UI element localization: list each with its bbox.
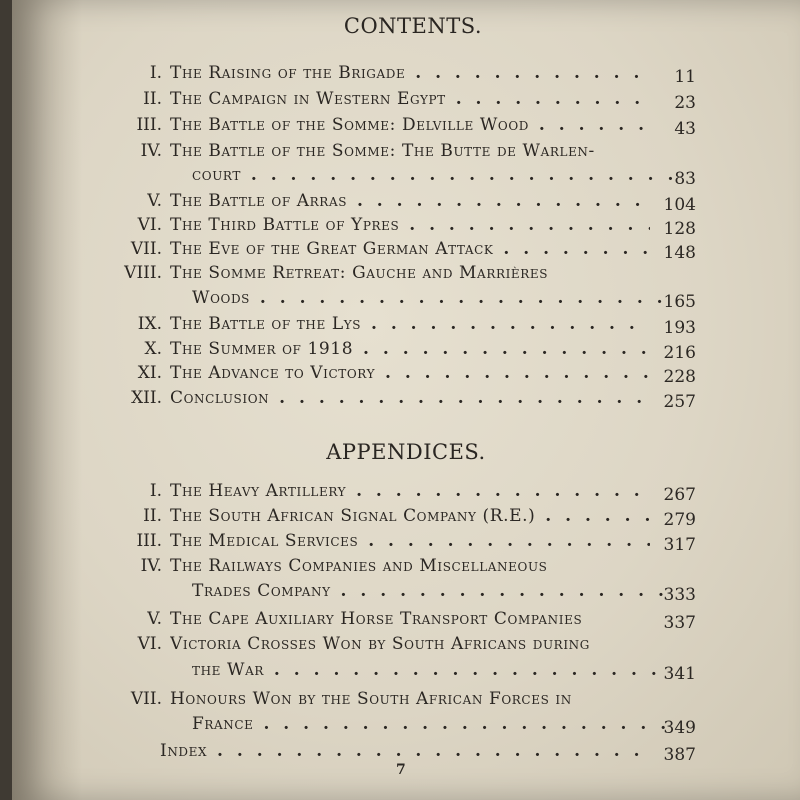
toc-page: 317: [663, 535, 696, 555]
toc-title-continued: court . .: [192, 164, 672, 186]
toc-entry: [12, 608, 800, 634]
toc-number: III.: [136, 115, 162, 135]
toc-page: 349: [663, 718, 696, 738]
toc-page: 83: [674, 169, 696, 189]
toc-entry: [12, 88, 800, 114]
toc-page: 279: [663, 510, 696, 530]
toc-title: Index . .: [160, 740, 640, 762]
toc-title: The Cape Auxiliary Horse Transport Companies: [170, 609, 583, 629]
toc-title-continued: Trades Company . .: [192, 580, 672, 602]
toc-number: II.: [143, 506, 162, 526]
toc-page: 333: [663, 585, 696, 605]
toc-title: The Third Battle of Ypres . .: [170, 214, 650, 236]
toc-page: 257: [663, 392, 696, 412]
contents-heading: CONTENTS.: [343, 14, 483, 38]
toc-page: 128: [663, 219, 696, 239]
toc-title: The Railways Companies and Miscellaneous: [170, 556, 548, 576]
toc-page: 43: [674, 119, 696, 139]
toc-title-continued: the War . .: [192, 659, 672, 681]
toc-entry: [12, 740, 800, 766]
toc-title: The Eve of the Great German Attack . .: [170, 238, 650, 260]
toc-number: III.: [136, 531, 162, 551]
toc-number: XI.: [137, 363, 162, 383]
toc-number: IX.: [137, 314, 162, 334]
toc-entry-continued: [12, 164, 800, 190]
toc-entry: [12, 505, 800, 531]
toc-number: I.: [149, 63, 162, 83]
toc-page: 23: [674, 93, 696, 113]
toc-entry-continued: [12, 713, 800, 739]
toc-page: 216: [663, 343, 696, 363]
toc-entry: [12, 262, 800, 288]
toc-page: 193: [663, 318, 696, 338]
toc-entry-continued: [12, 287, 800, 313]
toc-title: The Campaign in Western Egypt . .: [170, 88, 650, 110]
toc-page: 267: [663, 485, 696, 505]
toc-entry: [12, 480, 800, 506]
toc-entry-continued: [12, 580, 800, 606]
toc-title: The Battle of the Somme: The Butte de Warlen-: [170, 141, 595, 161]
toc-title: Victoria Crosses Won by South Africans during: [170, 634, 590, 654]
toc-number: XII.: [131, 388, 162, 408]
toc-title: The Battle of Arras . .: [170, 190, 650, 212]
toc-entry: [12, 140, 800, 166]
toc-page: 11: [674, 67, 696, 87]
toc-entry: [12, 530, 800, 556]
toc-entry: [12, 114, 800, 140]
toc-title: The South African Signal Company (R.E.) . .: [170, 505, 650, 527]
toc-page: 104: [663, 195, 696, 215]
toc-title: The Summer of 1918 . .: [170, 338, 650, 360]
toc-entry: [12, 555, 800, 581]
toc-number: X.: [144, 339, 162, 359]
toc-page: 148: [663, 243, 696, 263]
toc-entry: [12, 338, 800, 364]
toc-entry: [12, 313, 800, 339]
toc-entry: [12, 190, 800, 216]
toc-entry: [12, 387, 800, 413]
toc-number: IV.: [140, 141, 162, 161]
toc-title-continued: Woods . .: [192, 287, 672, 309]
toc-title: Honours Won by the South African Forces in: [170, 689, 572, 709]
toc-number: VI.: [137, 634, 162, 654]
toc-entry: [12, 633, 800, 659]
toc-entry: [12, 214, 800, 240]
toc-entry: [12, 362, 800, 388]
book-page: [12, 0, 800, 800]
toc-page: 165: [663, 292, 696, 312]
toc-title: The Somme Retreat: Gauche and Marrières: [170, 263, 549, 283]
toc-number: II.: [143, 89, 162, 109]
toc-title: The Battle of the Somme: Delville Wood . .: [170, 114, 650, 136]
toc-title: Conclusion . .: [170, 387, 650, 409]
toc-title: The Heavy Artillery . .: [170, 480, 650, 502]
toc-title: The Advance to Victory . .: [170, 362, 650, 384]
toc-number: VI.: [137, 215, 162, 235]
toc-entry: [12, 688, 800, 714]
toc-page: 341: [663, 664, 696, 684]
toc-title: The Medical Services . .: [170, 530, 650, 552]
toc-entry: [12, 62, 800, 88]
toc-number: VII.: [130, 689, 162, 709]
page-number: 7: [396, 762, 406, 778]
toc-number: V.: [147, 609, 162, 629]
toc-number: VII.: [130, 239, 162, 259]
toc-title: The Raising of the Brigade . .: [170, 62, 650, 84]
toc-number: V.: [147, 191, 162, 211]
toc-number: IV.: [140, 556, 162, 576]
toc-number: I.: [149, 481, 162, 501]
toc-entry: [12, 238, 800, 264]
toc-entry-continued: [12, 659, 800, 685]
toc-title: The Battle of the Lys . .: [170, 313, 650, 335]
toc-number: VIII.: [124, 263, 162, 283]
toc-page: 337: [663, 613, 696, 633]
toc-title-continued: France . .: [192, 713, 672, 735]
appendices-heading: APPENDICES.: [326, 440, 486, 464]
toc-page: 228: [663, 367, 696, 387]
toc-page: 387: [663, 745, 696, 765]
